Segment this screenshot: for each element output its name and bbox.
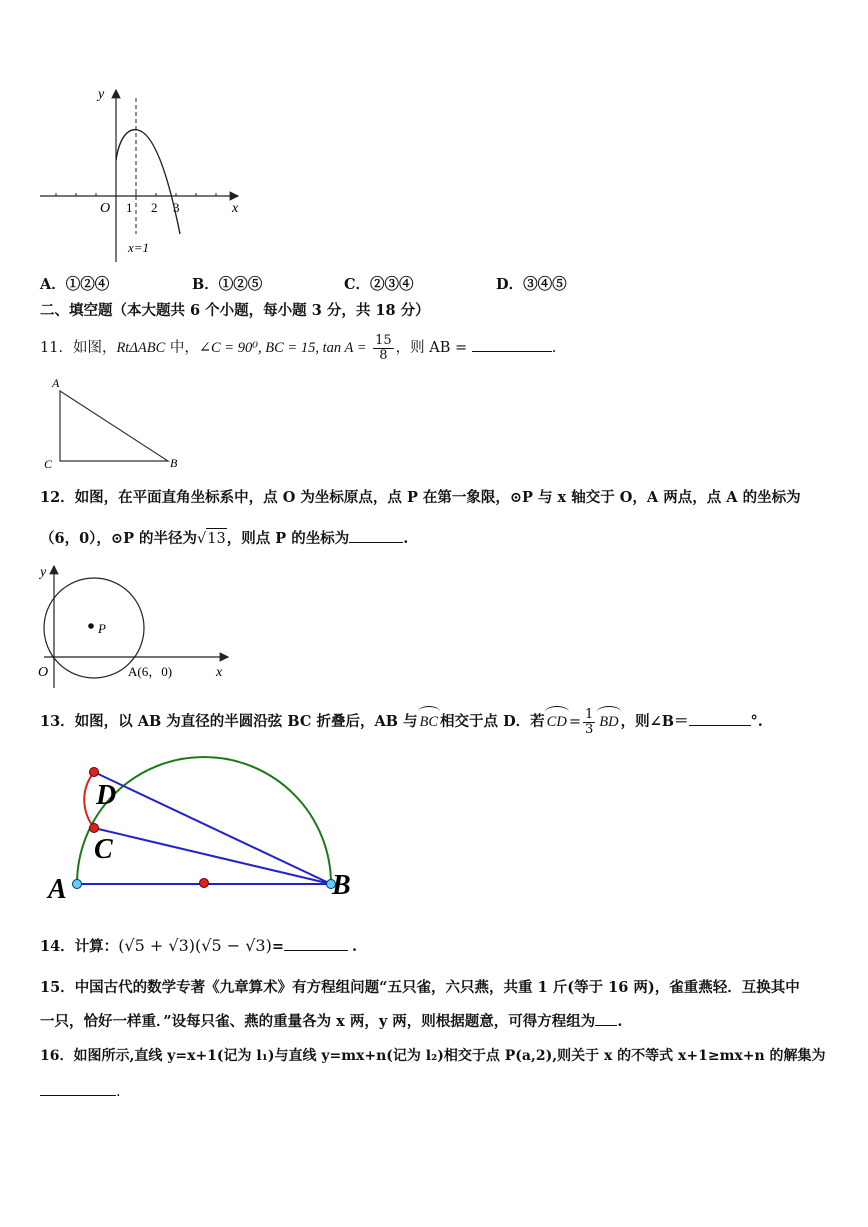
tick-label-2: 2 xyxy=(151,200,158,215)
axis-note: x=1 xyxy=(128,240,150,255)
center-point xyxy=(200,879,209,888)
label-c: C xyxy=(44,457,53,471)
point-p xyxy=(88,623,94,629)
tick-label-1: 1 xyxy=(126,200,133,215)
option-d: D．③④⑤ xyxy=(496,276,567,293)
label-b: B xyxy=(332,870,351,901)
question-12-line2: （6，0），⊙P 的半径为√13，则点 P 的坐标为 . xyxy=(40,530,409,547)
y-axis-label: y xyxy=(98,87,105,102)
option-b: B．①②⑤ xyxy=(192,276,263,293)
semicircle-figure xyxy=(40,756,370,906)
chord-bc xyxy=(94,828,331,884)
x-axis-label: x xyxy=(232,201,239,216)
circle-graph xyxy=(36,560,236,690)
x-label: x xyxy=(216,665,223,680)
triangle-abc xyxy=(60,391,168,461)
question-16-line1: 16．如图所示,直线 y=x+1(记为 l₁)与直线 y=mx+n(记为 l₂)相交于点 P(a,2),则关于 x 的不等式 x+1≥mx+n 的解集为 xyxy=(40,1048,826,1064)
question-11: 11．如图，RtΔABC 中，∠C = 90⁰, BC = 15, tan A = $\frac{15}{8}$ ，则 AB = . xyxy=(40,332,557,363)
question-15-line2: 一只，恰好一样重．”设每只雀、燕的重量各为 x 两，y 两，则根据题意，可得方程组为 . xyxy=(40,1013,623,1030)
label-d: D xyxy=(96,780,117,811)
circle-p xyxy=(44,578,144,678)
question-14: 14．计算：(√5 + √3)(√5 − √3)= . xyxy=(40,936,358,955)
question-12-line1: 12．如图，在平面直角坐标系中，点 O 为坐标原点，点 P 在第一象限，⊙P 与 x 轴交于 O，A 两点，点 A 的坐标为 xyxy=(40,489,801,506)
segment-bd xyxy=(94,772,331,884)
parabola-curve xyxy=(116,130,180,234)
y-label: y xyxy=(40,565,47,580)
label-a: A xyxy=(52,376,60,390)
tick-label-3: 3 xyxy=(173,200,180,215)
folded-arc xyxy=(84,772,94,828)
right-triangle-figure xyxy=(40,375,200,475)
option-a: A．①②④ xyxy=(40,276,110,293)
point-d xyxy=(90,768,99,777)
question-16-line2: . xyxy=(40,1082,121,1102)
origin-label: O xyxy=(100,201,111,216)
point-c xyxy=(90,824,99,833)
question-13: 13．如图，以 AB 为直径的半圆沿弦 BC 折叠后，AB 与 BC 相交于点 D．若 CD = $\frac{1}{3}$ BD ，则∠B＝ °. xyxy=(40,706,763,737)
label-b: B xyxy=(170,456,178,470)
origin-label: O xyxy=(38,665,49,680)
question-15-line1: 15．中国古代的数学专著《九章算术》有方程组问题“五只雀，六只燕，共重 1 斤(等于 16 两)，雀重燕轻．互换其中 xyxy=(40,979,800,996)
section-title: 二、填空题（本大题共 6 个小题，每小题 3 分，共 18 分） xyxy=(40,302,430,319)
parabola-graph xyxy=(38,84,250,266)
label-a: A xyxy=(48,874,67,905)
option-c: C．②③④ xyxy=(344,276,414,293)
a-label: A(6，0) xyxy=(128,664,173,679)
label-c: C xyxy=(94,834,113,865)
p-label: P xyxy=(98,621,106,636)
point-a xyxy=(73,880,82,889)
